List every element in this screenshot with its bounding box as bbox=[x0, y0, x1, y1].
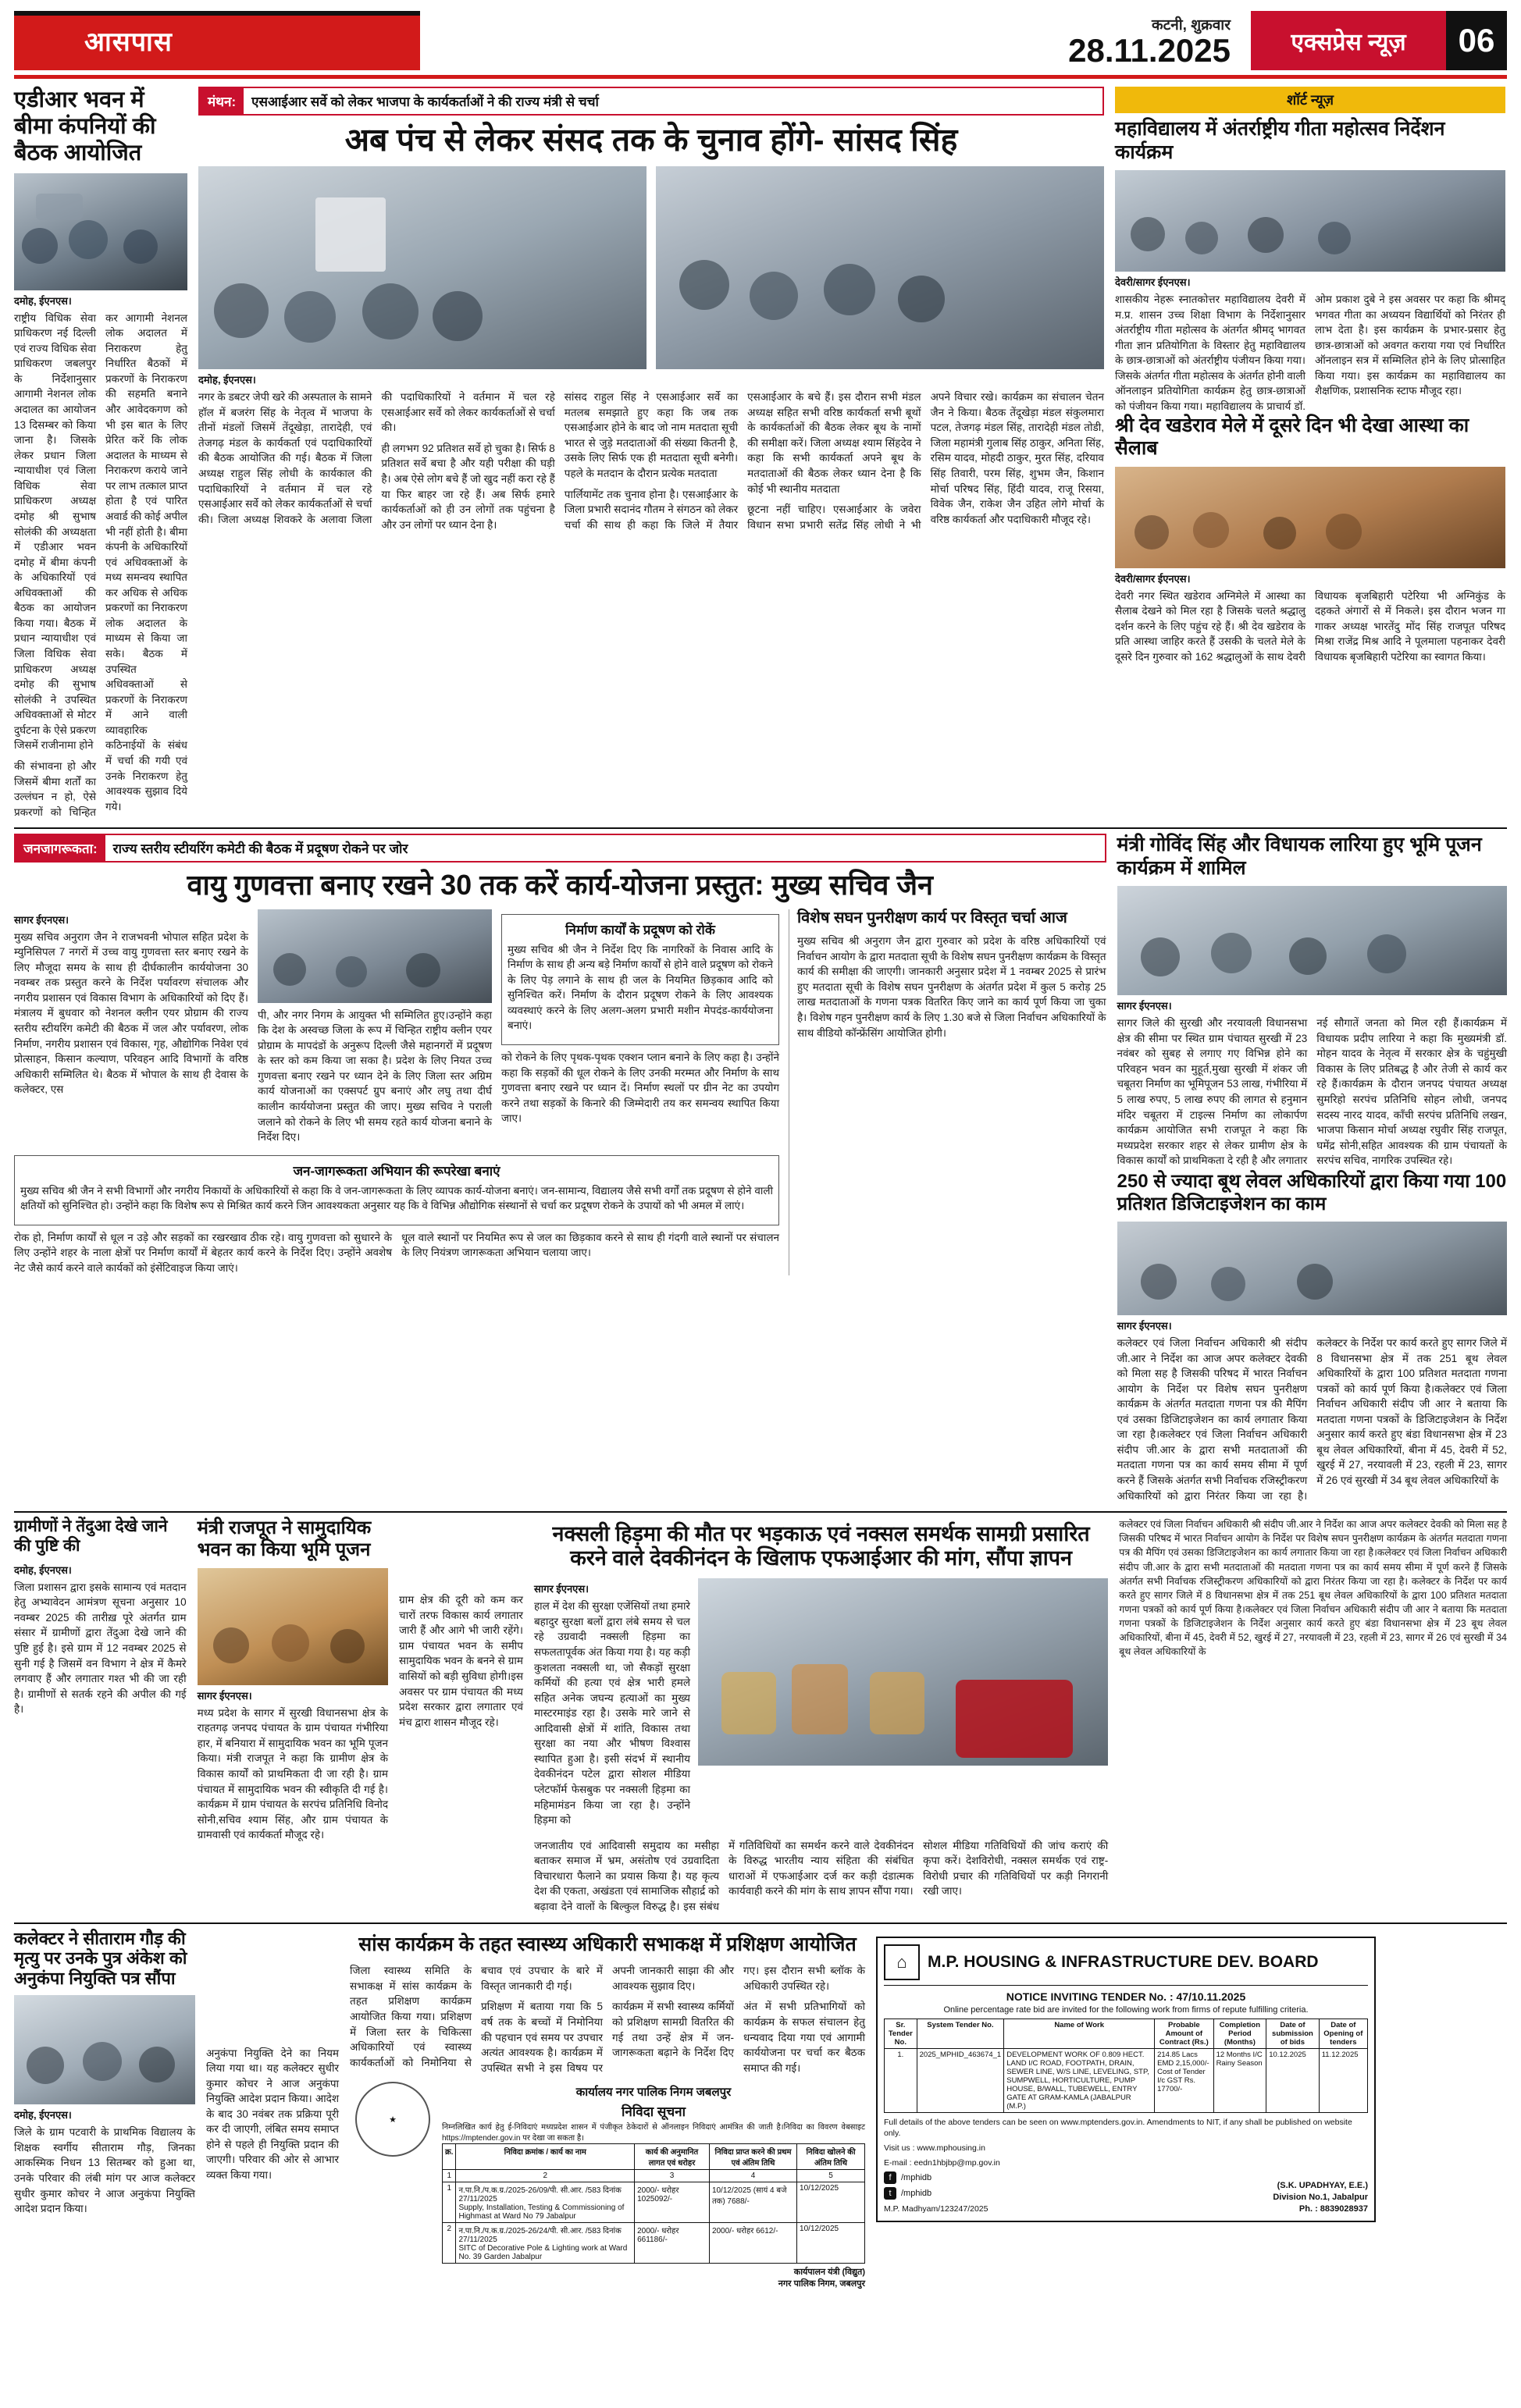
right-column-2 bbox=[1117, 834, 1507, 1503]
paragraph: पी, और नगर निगम के आयुक्त भी सम्मिलित हुए।उन्होंने कहा कि देश के अस्वच्छ जिला के रूप में चिन्हित राष्ट्रीय क्लीन एयर प्रोग्राम के मापदंडों के अनुरूप दिल्ली जैसे महानगरों में प्रदूषण के स्तर को कम किया जा सका है। प्रदेश के लिए नियत उच्च गुणवत्ता बनाए रखने पर ध्यान देने के लिए जिला स्तर अग्रिम कार्य योजनाओं का एक्सपर्ट ग्रुप बनाएं और लघु तथा दीर्घ कालीन कार्ययोजना प्रस्तुत की जाए। मुख्य सचिव ने पराली जलाने को रोकने के लिए भी समय रहते कार्य योजना बनाने के निर्देश दिए। bbox=[258, 1008, 492, 1144]
page-number: 06 bbox=[1446, 11, 1507, 70]
photo-lead-left bbox=[198, 166, 647, 369]
masthead-rule bbox=[14, 75, 1507, 79]
airquality-story bbox=[14, 834, 1106, 1503]
kicker-text: एसआईआर सर्वे को लेकर भाजपा के कार्यकर्ताओं ने की राज्य मंत्री से चर्चा bbox=[251, 94, 599, 109]
photo-college-program bbox=[1115, 170, 1505, 272]
photo-adr-meeting bbox=[14, 173, 187, 290]
paragraph: राष्ट्रीय विधिक सेवा प्राधिकरण नई दिल्ली एवं राज्य विधिक सेवा प्राधिकरण जबलपुर के निर्देशानुसार आगामी नेशनल लोक अदालत का आयोजन 13 दिसम्बर को किया जाना है। जिसके लेकर प्रधान जिला न्यायाधीश एवं जिला विधिक सेवा प्राधिकरण अध्यक्ष दमोह श्री सुभाष सोलंकी की अध्यक्षता में एडीआर भवन दमोह में बीमा कंपनी के अधिकारियों एवं अधिवक्ताओं की बैठक का आयोजन किया गया। बैठक में प्रधान न्यायाधीश एवं जिला विधिक सेवा प्राधिकरण अध्यक्ष दमोह की सुभाष सोलंकी ने उपस्थित अधिवक्ताओं से मोटर दुर्घटना के ऐसे प्रकरण जिसमें राजीनामा होने bbox=[14, 311, 96, 752]
npn-office-line1: कार्यालय नगर पालिक निगम जबलपुर bbox=[575, 2086, 732, 2100]
npn-open: 10/12/2025 bbox=[797, 2182, 865, 2223]
health-headline: सांस कार्यक्रम के तहत स्वास्थ्य अधिकारी सभाकक्ष में प्रशिक्षण आयोजित bbox=[358, 1933, 857, 1955]
body-adr bbox=[14, 311, 187, 820]
paragraph: जिला प्रशासन द्वारा इसके सामान्य एवं मतदान हेतु अभ्यावेदन आमंत्रण सूचना अनुसार 10 नवम्बर 2025 की तारीख़ पूरे अंतर्गत ग्राम संसार में ग्रामीणों द्वारा तेंदुआ देखे जाने की पुष्टि हुई है। इसे ग्राम में 12 नवम्बर 2025 से सुनी गई है जिसमें वन विभाग ने क्षेत्र में कैमरे लगवाए हैं और लगातार गश्त भी की जा रही है। ग्रामीणों से सतर्क रहने की अपील की गई है। bbox=[14, 1581, 187, 1716]
ad-th: Completion Period (Months) bbox=[1213, 2019, 1266, 2048]
third-zone bbox=[14, 1517, 1507, 1914]
aq-box-construction bbox=[501, 914, 779, 1045]
paragraph: नगर के डबटर जेपी खरे की अस्पताल के सामने हॉल में बजरंग सिंह के नेतृत्व में भाजपा के तीनों मंडलों जिसमें तेंदूखेड़ा, तारादेही, एवं तेजगढ़ मंडल के कार्यकर्ता एवं पदाधिकारियों की बैठक आयोजित की गई। बैठक में जिला अध्यक्ष राहुल सिंह लोधी के कार्यकाल की पदाधिकारियों ने वर्तमान में चल रहे एसआईआर सर्वे को लेकर कार्यकर्ताओं से चर्चा की। जिला अध्यक्ष शिवकरे के अलावा जिला की पदाधिकारियों ने वर्तमान में चल रहे एसआईआर सर्वे को लेकर कार्यकर्ताओं से चर्चा की। bbox=[198, 391, 555, 525]
zone-divider-3 bbox=[14, 1922, 1507, 1924]
table-row bbox=[443, 2182, 865, 2223]
byline-collector: दमोह, ईएनएस। bbox=[14, 2109, 72, 2122]
aq-box-awareness bbox=[14, 1155, 779, 1225]
npn-th: क्र. bbox=[443, 2144, 456, 2170]
city-day: कटनी, शुक्रवार bbox=[1152, 17, 1231, 34]
byline-lead: दमोह, ईएनएस। bbox=[198, 374, 256, 386]
ad-th: Sr. Tender No. bbox=[885, 2019, 917, 2048]
mid-zone bbox=[14, 834, 1507, 1503]
ad-work: DEVELOPMENT WORK OF 0.809 HECT. LAND I/C ROAD, FOOTPATH, DRAIN, SEWER LINE, W/S LINE, LEVELING, STP, SUMPWELL, HORTICULTURE, PUMP HOUSE, B/WALL, TUBEWELL, ENTRY GATE AT GRAM-KAMLA (JABALPUR (M.P.) bbox=[1004, 2048, 1155, 2112]
byline-mela: देवरी/सागर ईएनएस। bbox=[1115, 572, 1191, 585]
top-zone bbox=[14, 87, 1507, 820]
section-name: आसपास bbox=[84, 27, 173, 57]
npn-cost: 2000/- धरोहर 661186/- bbox=[635, 2223, 710, 2264]
story-headline-bhoomipujan: मंत्री गोविंद सिंह और विधायक लारिया हुए भूमि पूजन कार्यक्रम में शामिल bbox=[1117, 834, 1482, 879]
paragraph: ही लगभग 92 प्रतिशत सर्वे हो चुका है। सिर्फ 8 प्रतिशत सर्वे बचा है और यही परीक्षा की घड़ी है। अब ऐसे लोग बचे हैं जो खुद नहीं करा रहे हैं या फिर बाहर जा रहे हैं। अब सिर्फ हमारे कार्यकर्ताओं को ही उन लोगों तक पहुंचना है और उन लोगों पर ध्यान देना है। bbox=[381, 442, 555, 531]
paragraph: सांसद राहुल सिंह ने एसआईआर सर्वे का मतलब समझाते हुए कहा कि जब तक एसआईआर होने के बाद जो नाम मतदाता सूची भारत से जुड़े मतदाताओं की संख्या कितनी है, उसके लिए सिर्फ एक ही मतदाता सूची बनेगी। पहले के मतदान के दौरान प्रत्येक मतदाता bbox=[564, 391, 739, 479]
mphidb-tender-table bbox=[884, 2019, 1368, 2113]
ad-pr-number: M.P. Madhyam/123247/2025 bbox=[884, 2204, 988, 2214]
ad-email: E-mail : eedn1hbjbp@mp.gov.in bbox=[884, 2158, 1000, 2168]
section-banner bbox=[14, 11, 420, 70]
story-headline-gita: महाविद्यालय में अंतर्राष्ट्रीय गीता महोत्सव निर्देशन कार्यक्रम bbox=[1115, 118, 1445, 163]
paragraph: की संभावना हो और जिसमें बीमा शर्तों का उल्लंघन न हो, ऐसे प्रकरणों को चिन्हित कर आगामी नेशनल लोक अदालत में निराकरण हेतु निर्धारित बैठकों में प्रकरणों के निराकरण की सहमति बनाने और आवेदकगण को भी इस बात के लिए प्रेरित करें कि लोक अदालत के माध्यम से निराकरण कराये जाने पर लाभ तत्काल प्राप्त होता है एवं पारित अवार्ड की कोई अपील भी नहीं होती है। बीमा कंपनी के अधिकारियों एवं अधिवक्ताओं के मध्य समन्वय स्थापित कर अधिक से अधिक प्रकरणों का निराकरण लोक अदालत के माध्यम से किया जा सके। बैठक में उपस्थित अधिवक्ताओं से प्रकरणों के निराकरण में आने वाली व्यावहारिक कठिनाईयों के संबंध में चर्चा की गयी एवं उनके निराकरण हेतु आवश्यक सुझाव दिये गये। bbox=[14, 311, 187, 818]
npn-sn: 1 bbox=[443, 2182, 456, 2223]
story-headline-rajput: मंत्री राजपूत ने सामुदायिक भवन का किया भूमि पूजन bbox=[197, 1517, 372, 1561]
ad-th: System Tender No. bbox=[917, 2019, 1004, 2048]
facebook-handle[interactable]: /mphidb bbox=[901, 2173, 932, 2183]
aq-sidebar-text: मुख्य सचिव श्री अनुराग जैन द्वारा गुरुवार को प्रदेश के वरिष्ठ अधिकारियों एवं निर्वाचन आयोग के द्वारा मतदाता सूची के विशेष सघन पुनरीक्षण कार्यक्रम के विस्तृत कार्य की समीक्षा की जाएगी। जानकारी अनुसार प्रदेश में 1 नवम्बर 2025 से प्रारंभ हुए मतदाता सूची के विशेष सघन पुनरीक्षण के अंतर्गत प्रदेश में कुल 5 करोड़ 25 लाख मतदाताओं के गणना पत्रक वितरित किए जाने का कार्य पूर्ण किया जा चुका है। विशेष गहन पुनरीक्षण कार्य के लिए 1.30 बजे से जिला निर्वाचन अधिकारियों के साथ वीडियो कॉन्फ्रेंसिंग आयोजित होगी। bbox=[797, 935, 1106, 1039]
table-row bbox=[885, 2048, 1368, 2112]
story-headline-adr: एडीआर भवन में बीमा कंपनियों की बैठक आयोजित bbox=[14, 87, 156, 166]
right-column bbox=[1115, 87, 1505, 820]
byline-leopard: दमोह, ईएनएस। bbox=[14, 1563, 72, 1576]
npn-office: नगर पालिक निगम, जबलपुर bbox=[778, 2279, 865, 2289]
npn-tender-table bbox=[442, 2143, 865, 2264]
photo-booth-officers bbox=[1117, 1222, 1507, 1315]
body-lead bbox=[198, 389, 1104, 532]
lead-story bbox=[198, 87, 1104, 820]
npn-th: निविदा क्रमांक / कार्य का नाम bbox=[456, 2144, 635, 2170]
npn-dates: 10/12/2025 (सायं 4 बजे तक) 7688/- bbox=[709, 2182, 796, 2223]
minister-rajput-story bbox=[198, 1517, 388, 1914]
zone-divider-2 bbox=[14, 1511, 1507, 1513]
npn-colnum: 5 bbox=[797, 2170, 865, 2182]
kicker-tag: जनजागरूकता: bbox=[16, 835, 105, 861]
masthead bbox=[14, 11, 1507, 70]
facebook-icon[interactable]: f bbox=[884, 2171, 896, 2184]
npn-dates: 2000/- धरोहर 6612/- bbox=[709, 2223, 796, 2264]
rural-story bbox=[14, 1517, 187, 1914]
npn-cost: 2000/- धरोहर 1025092/- bbox=[635, 2182, 710, 2223]
body-gita bbox=[1115, 292, 1505, 414]
masthead-date-block bbox=[420, 11, 1251, 70]
paragraph: जनजातीय एवं आदिवासी समुदाय का मसीहा बताकर समाज में भ्रम, असंतोष एवं उग्रवादिता विचारधारा फैलाने का प्रयास किया है। यह कृत्य देश की एकता, अखंडता एवं सामाजिक सौहार्द्र को बढ़ावा देने वालों के बिल्कुल विरुद्ध है। इस संबंध में गतिविधियों का समर्थन करने वाले देवकीनंदन के विरुद्ध भारतीय न्याय संहिता की संबंधित धाराओं में एफआईआर दर्ज कर कड़ी दंडात्मक कार्यवाही करने की मांग के साथ ज्ञापन सौंपा गया। bbox=[533, 1839, 914, 1912]
paragraph: को रोकने के लिए पृथक-पृथक एक्शन प्लान बनाने के लिए कहा है। उन्होंने कहा कि सड़कों की धूल रोकने के लिए उनकी मरम्मत और निर्माण के साथ गुणवत्ता बनाए रखने पर ध्यान दें। निर्माण स्थलों पर ग्रीन नेट का उपयोग करने तथा सड़कों के किनारे की जिम्मेदारी तय कर समन्वय स्थापित किया जाए। bbox=[501, 1051, 779, 1125]
ad-th: Probable Amount of Contract (Rs.) bbox=[1155, 2019, 1213, 2048]
npn-work: Supply, Installation, Testing & Commissioning of Highmast at Ward No 79 Jabalpur bbox=[458, 2203, 625, 2221]
paragraph: जिला स्वास्थ्य समिति के सभाकक्ष में सांस कार्यक्रम के तहत प्रशिक्षण कार्यक्रम आयोजित किया गया। प्रशिक्षण में जिला स्तर के चिकित्सा अधिकारियों एवं स्वास्थ्य कार्यकर्ताओं को निमोनिया से बचाव एवं उपचार के बारे में विस्तृत जानकारी दी गई। bbox=[350, 1965, 603, 2068]
aq-headline: वायु गुणवत्ता बनाए रखने 30 तक करें कार्य-योजना प्रस्तुत: मुख्य सचिव जैन bbox=[187, 869, 934, 902]
ad-th: Date of Opening of tenders bbox=[1319, 2019, 1367, 2048]
ad-sys-no: 2025_MPHID_463674_1 bbox=[917, 2048, 1004, 2112]
collector-cont bbox=[206, 1929, 339, 2290]
body-mela bbox=[1115, 589, 1505, 667]
paragraph: कलेक्टर एवं जिला निर्वाचन अधिकारी श्री संदीप जी.आर ने निर्देश का आज अपर कलेक्टर देवकी को मिला सह है जिसकी परिषद में भारत निर्वाचन आयोग के निर्देश पर विशेष सघन पुनरीक्षण कार्यक्रम के अंतर्गत मतदाता गणना पत्र की मैपिंग एवं उसका डिजिटाइजेशन का कार्य लगातार किया जा रहा है।कलेक्टर एवं जिला निर्वाचन अधिकारी संदीप जी.आर के द्वारा सभी मतदाताओं की मतदाता गणना पत्र का कार्य समय सीमा में पूर्ण करने हैं जिसके अंतर्गत सभी निर्वाचक रजिस्ट्रीकरण अधिकारियों को द्वारा निरंतर किया जा रहा है। कलेक्टर के निर्देश पर कार्य करते हुए सागर जिले में 8 विधानसभा क्षेत्र में तक 251 बूथ लेवल अधिकारियों के द्वारा 100 प्रतिशत मतदाता गणना पत्रकों को कार्य पूर्ण किया है।कलेक्टर एवं जिला निर्वाचन अधिकारी संदीप जी आर ने बताया कि मतदाता गणना पत्रकों के डिजिटाइजेशन के निर्देश अनुसार कार्य करते हुए बंडा विधानसभा क्षेत्र में 23 बूथ लेवल अधिकारियों, बीना में 45, देवरी में 52, खुरई में 27, नरयावली में 23, रहली में 23, सागर में 26 एवं सुरखी में 34 बूथ लेवल अधिकारियों के bbox=[1117, 1336, 1507, 1502]
box-title: निर्माण कार्यों के प्रदूषण को रोकें bbox=[565, 922, 715, 937]
short-news-tab: शॉर्ट न्यूज़ bbox=[1115, 87, 1505, 113]
npn-open: 10/12/2025 bbox=[797, 2223, 865, 2264]
paragraph: मध्य प्रदेश के सागर में सुरखी विधानसभा क्षेत्र के राहतगढ़ जनपद पंचायत के ग्राम पंचायत गंभीरिया हार, में बनियारा में सामुदायिक भवन का भूमि पूजन किया। मंत्री राजपूत ने कहा कि ग्रामीण क्षेत्र के विकास कार्यों को प्राथमिकता दी जा रही है। ग्राम पंचायत में सामुदायिक भवन की स्वीकृति दी गई है। कार्यक्रम में ग्राम पंचायत के सरपंच प्रतिनिधि विनोद सोनी,सचिव श्याम सिंह, और ग्राम पंचायत के ग्रामवासी एवं कार्यकर्ता मौजूद रहे। bbox=[197, 1706, 388, 1841]
npn-office-line2: निविदा सूचना bbox=[622, 2104, 686, 2120]
story-headline-collector: कलेक्टर ने सीताराम गौड़ की मृत्यु पर उनके पुत्र अंकेश को अनुकंपा नियुक्ति पत्र सौंपा bbox=[14, 1928, 187, 1989]
npn-th: निविदा प्राप्त करने की प्रथम एवं अंतिम तिथि bbox=[709, 2144, 796, 2170]
fourth-zone bbox=[14, 1929, 1507, 2290]
photo-rajput-event bbox=[198, 1568, 388, 1685]
byline-rajput: सागर ईएनएस। bbox=[197, 1689, 252, 1702]
npn-colnum: 4 bbox=[709, 2170, 796, 2182]
minister-rajput-cont bbox=[399, 1517, 523, 1914]
npn-work: SITC of Decorative Pole & Lighting work at Ward No. 39 Garden Jabalpur bbox=[458, 2244, 628, 2262]
story-headline-mela: श्री देव खडेराव मेले में दूसरे दिन भी देखा आस्था का सैलाब bbox=[1115, 414, 1469, 459]
story-headline-leopard: ग्रामीणों ने तेंदुआ देखे जाने की पुष्टि की bbox=[14, 1517, 168, 1555]
masthead-top-rule bbox=[14, 11, 420, 16]
ad-sn: 1. bbox=[885, 2048, 917, 2112]
npn-tender-no: न.पा.नि./प.क.ग्र./2025-26/24/पी. सी.आर. /583 दिनांक 27/11/2025 bbox=[458, 2227, 622, 2245]
issue-date: 28.11.2025 bbox=[1068, 32, 1231, 69]
right-column-3 bbox=[1119, 1517, 1507, 1914]
photo-collector-handover bbox=[14, 1995, 195, 2104]
ad-notice-sub: Online percentage rate bid are invited for the following work from firms of repute fulfilling criteria. bbox=[943, 2004, 1309, 2015]
ad-amount: 214.85 Lacs EMD 2,15,000/- Cost of Tender I/c GST Rs. 17700/- bbox=[1155, 2048, 1213, 2112]
naxal-story bbox=[534, 1517, 1108, 1914]
zone-divider-1 bbox=[14, 827, 1507, 829]
ad-footnote: Full details of the above tenders can be seen on www.mptenders.gov.in. Amendments to NIT, if any shall be published on website only. bbox=[884, 2117, 1352, 2138]
health-training-story bbox=[350, 1929, 865, 2290]
social-links[interactable] bbox=[884, 2171, 988, 2184]
ad-th: Date of submission of bids bbox=[1266, 2019, 1319, 2048]
municipal-emblem-icon: ★ bbox=[355, 2082, 430, 2157]
aq-sidebar-headline: विशेष सघन पुनरीक्षण कार्य पर विस्तृत चर्चा आज bbox=[797, 909, 1067, 927]
byline-booth: सागर ईएनएस। bbox=[1117, 1319, 1172, 1332]
paragraph: कार्यक्रम में सभी स्वास्थ्य कर्मियों को प्रशिक्षण सामग्री वितरित की गई तथा उन्हें क्षेत्र में जन-जागरूकता बढ़ाने के निर्देश दिए गए। इस दौरान सभी ब्लॉक के अधिकारी उपस्थित रहे। bbox=[612, 1965, 865, 2059]
ad-notice-title: NOTICE INVITING TENDER No. : 47/10.11.2025 bbox=[1006, 1990, 1246, 2003]
npn-name bbox=[456, 2223, 635, 2264]
paragraph: सोशल मीडिया गतिविधियों की जांच कराएं की कृपा करें। देशविरोधी, नक्सल समर्थक एवं राष्ट्र-विरोधी प्रचार की गतिविधियों पर कड़ी निगरानी रखी जाए। bbox=[923, 1839, 1109, 1898]
npn-tender-no: न.पा.नि./प.क.ग्र./2025-26/09/पी. सी.आर. /583 दिनांक 27/11/2025 bbox=[458, 2186, 622, 2204]
byline-gita: देवरी/सागर ईएनएस। bbox=[1115, 276, 1191, 288]
ad-visit: Visit us : www.mphousing.in bbox=[884, 2143, 985, 2153]
brand-logo: एक्सप्रेस न्यूज़ bbox=[1251, 11, 1446, 70]
ad-title: M.P. HOUSING & INFRASTRUCTURE DEV. BOARD bbox=[928, 1952, 1319, 1971]
npn-signatory: कार्यपालन यंत्री (विद्युत) bbox=[793, 2268, 865, 2278]
lead-headline: अब पंच से लेकर संसद तक के चुनाव होंगे- सांसद सिंह bbox=[344, 122, 958, 158]
ad-signatory: (S.K. UPADHYAY, E.E.) bbox=[1277, 2180, 1368, 2190]
box-text: मुख्य सचिव श्री जैन ने सभी विभागों और नगरीय निकायों के अधिकारियों से कहा कि वे जन-जागरूकता के लिए व्यापक कार्य-योजना बनाएं। जन-सामान्य, विद्यालय जैसे सभी वर्गों तक प्रदूषण से होने वाली क्षतियों को सुनिश्चित हो। उन्होंने कहा कि विशेष रूप से मिश्रित कार्य करने जिन आवश्यकता अनुसार यह कि वे विभिन्न औद्योगिक संस्थानों से चर्चा कर प्रदूषण रोकने के उपायों को भी अमल में लाएं। bbox=[20, 1184, 773, 1212]
paragraph: अंत में सभी प्रतिभागियों को कार्यक्रम के सफल संचालन हेतु धन्यवाद दिया गया एवं आगामी कार्ययोजना पर चर्चा कर बैठक समाप्त की गई। bbox=[743, 2001, 865, 2074]
paragraph: हाल में देश की सुरक्षा एजेंसियों तथा हमारे बहादुर सुरक्षा बलों द्वारा लंबे समय से चल रहे उग्रवादी नक्सली हिड़मा का सफलतापूर्वक अंत किया गया है। यह कड़ी कुशलता नक्सली था, जो सैकड़ों सुरक्षा कर्मियों की हत्या एवं क्षेत्र भारी हमले सहित अनेक जघन्य हत्याओं का मुख्य मास्टरमाइंड रहा है। उसके मारे जाने से आदिवासी क्षेत्रों में शांति, विकास तथा सुरक्षा का नया और भीषण विश्वास स्थापित हुआ है। इसी संदर्भ में स्थानीय देवकीनंदन पटेल द्वारा सोशल मीडिया प्लेटफॉर्म फेसबुक पर नक्सली हिड़मा का महिमामंडन किया जा रहा है। उन्होंने हिड़मा को bbox=[533, 1600, 690, 1826]
paragraph: छूटना नहीं चाहिए। एसआईआर के जवेरा विधान सभा प्रभारी सतेंद्र सिंह लोधी ने भी अपने विचार रखे। कार्यक्रम का संचालन चेतन जैन ने किया। बैठक तेंदूखेड़ा मंडल संकुलमारा पटल, तेजगढ़ मंडल सिंह, तारादेही मंडल तोडी, जिला महामंत्री गुलाब सिंह ठाकुर, अनिता सिंह, रसिम यादव, मोहदी ठाकुर, मुरत सिंह, दरियाव सिंह तिवारी, परम सिंह, शुभम जैन, किशान मोर्चा परिषद सिंह, हिंदी यादव, राजू रिसया, विवेक जैन, राकेश जैन उहित लोगे मोर्चा के वरिष्ठ कार्यकर्ता और पदाधिकारी मौजूद रहे। bbox=[747, 391, 1104, 531]
paragraph-booth-cont: कलेक्टर एवं जिला निर्वाचन अधिकारी श्री संदीप जी.आर ने निर्देश का आज अपर कलेक्टर देवकी को मिला सह है जिसकी परिषद में भारत निर्वाचन आयोग के निर्देश पर विशेष सघन पुनरीक्षण कार्यक्रम के अंतर्गत मतदाता गणना पत्र की मैपिंग एवं उसका डिजिटाइजेशन का कार्य लगातार किया जा रहा है।कलेक्टर एवं जिला निर्वाचन अधिकारी संदीप जी.आर के द्वारा सभी मतदाताओं की मतदाता गणना पत्र का कार्य समय सीमा में पूर्ण करने हैं जिसके अंतर्गत सभी निर्वाचक रजिस्ट्रीकरण अधिकारियों को द्वारा निरंतर किया जा रहा है। कलेक्टर के निर्देश पर कार्य करते हुए सागर जिले में 8 विधानसभा क्षेत्र में तक 251 बूथ लेवल अधिकारियों के द्वारा 100 प्रतिशत मतदाता गणना पत्रकों को कार्य पूर्ण किया है।कलेक्टर एवं जिला निर्वाचन अधिकारी संदीप जी आर ने बताया कि मतदाता गणना पत्रकों के डिजिटाइजेशन के निर्देश अनुसार कार्य करते हुए बंडा विधानसभा क्षेत्र में 23 बूथ लेवल अधिकारियों, बीना में 45, देवरी में 52, खुरई में 27, नरयावली में 23, रहली में 23, सागर में 26 एवं सुरखी में 34 बूथ लेवल अधिकारियों के bbox=[1119, 1519, 1507, 1658]
ad-opening: 11.12.2025 bbox=[1319, 2048, 1367, 2112]
box-text: मुख्य सचिव श्री जैन ने निर्देश दिए कि नागरिकों के निवास आदि के निर्माण के साथ ही अन्य बड़े निर्माण कार्यों से होने वाले प्रदूषण को रोकने के लिए पेड़ लगाने के साथ ही जल के नियमित छिड़काव आदि को सुनिश्चित करें। निर्माण के दौरान प्रदूषण रोकने के लिए आवश्यक व्यवस्थाएं करने के लिए अलग-अलग प्रभारी मशीन मेपदंड-कार्ययोजना बनाएं। bbox=[508, 943, 773, 1032]
aq-kicker bbox=[14, 834, 1106, 863]
paragraph: प्रशिक्षण में बताया गया कि 5 वर्ष तक के बच्चों में निमोनिया की पहचान एवं समय पर उपचार अत्यंत आवश्यक है। कार्यक्रम में उपस्थित सभी ने इस विषय पर अपनी जानकारी साझा की और आवश्यक सुझाव दिए। bbox=[481, 1965, 734, 2074]
byline-naxal: सागर ईएनएस। bbox=[533, 1583, 590, 1595]
ad-th: Name of Work bbox=[1004, 2019, 1155, 2048]
ad-phone: Ph. : 8839028937 bbox=[1298, 2203, 1368, 2214]
paragraph: देवरी नगर स्थित खडेराव अग्निमेले में आस्था का सैलाब देखने को मिल रहा है जिसके चलते श्रद्धालु दर्शन करने के लिए पहुंच रहे हैं। श्री देव खडेराव के प्रति आस्था जाहिर करते हैं उसकी के चलते मेले के दूसरे दिन गुरुवार को 162 श्रद्धालुओं के साथ देवरी विधायक बृजबिहारी पटेरिया भी अग्निकुंड के दहकते अंगारों से में निकले। इस दौरान भजन गा गाकर अध्यक्ष भारतेंदु मोंद सिंह राजपूत परिषद मिश्रा राजेंद्र मिश्र आदि ने पूलमाला पहनाकर देवरी विधायक बृजबिहारी पटेरिया का स्वागत किया। bbox=[1115, 589, 1505, 663]
ad-period: 12 Months I/C Rainy Season bbox=[1213, 2048, 1266, 2112]
collector-story bbox=[14, 1929, 195, 2290]
npn-colnum: 3 bbox=[635, 2170, 710, 2182]
ad-header bbox=[884, 1944, 1368, 1986]
npn-colnum: 2 bbox=[456, 2170, 635, 2182]
paragraph: अनुकंपा नियुक्ति देने का नियम लिया गया था। यह कलेक्टर सुधीर कुमार कोचर ने आज अनुकंपा नियुक्ति आदेश प्रदान किया। आदेश के बाद 30 नवंबर तक प्रक्रिया पूरी कर दी जाएगी, लंबित समय समाप्त होने से पहले ही नियुक्ति प्रदान की जाएगी। परिवार की ओर से आभार व्यक्त किया गया। bbox=[206, 2047, 339, 2181]
npn-intro: निम्नलिखित कार्य हेतु ई-निविदाएं मध्यप्रदेश शासन में पंजीकृत ठेकेदारों से ऑनलाइन निविदाएं आमंत्रित की जाती है।निविदा का विवरण वेबसाइट https://mptender.gov.in पर देखा जा सकता है। bbox=[442, 2123, 865, 2143]
photo-mela bbox=[1115, 467, 1505, 568]
table-row bbox=[443, 2223, 865, 2264]
byline-aq: सागर ईएनएस। bbox=[14, 913, 69, 926]
twitter-handle[interactable]: /mphidb bbox=[901, 2189, 932, 2199]
twitter-icon[interactable]: t bbox=[884, 2187, 896, 2200]
kicker-text: राज्य स्तरीय स्टीयरिंग कमेटी की बैठक में प्रदूषण रोकने पर जोर bbox=[112, 841, 408, 857]
naxal-headline: नक्सली हिड़मा की मौत पर भड़काऊ एवं नक्सल समर्थक सामग्री प्रसारित करने वाले देवकीनंदन के खिलाफ एफआईआर की मांग, सौंपा ज्ञापन bbox=[552, 1522, 1090, 1570]
paragraph: रोक हो, निर्माण कार्यों से धूल न उड़े और सड़कों का रखरखाव ठीक रहे। वायु गुणवत्ता को सुधारने के लिए उन्होंने शहर के नाला क्षेत्रों पर निर्माण कार्यों में बेहतर कार्य करने के निर्देश दिए। उन्होंने अवशेष नेट जैसे कार्य करने वाले कार्यकों को इंसेंटिवाइज किया जाएं। bbox=[14, 1231, 392, 1274]
left-column bbox=[14, 87, 187, 820]
npn-sn: 2 bbox=[443, 2223, 456, 2264]
paragraph: सागर जिले की सुरखी और नरयावली विधानसभा क्षेत्र की सीमा पर स्थित ग्राम पंचायत सुरखी में 23 नवंबर को सुबह से लगाए गए विभिन्न होने का परिवहन भवन का मुहूर्त,मुखा सुरखी में शंकर जी चबूतरा निर्माण का भूमिपूजन 53 लाख, गंभीरिया में 5 लाख रुपए, 5 लाख रुपए की लागत से हनुमान मंदिर चबूतरा में टाइल्स निर्माण का लोकार्पण कार्यक्रम आयोजित सभी राजपूत ने कहा कि मध्यप्रदेश सरकार शहर से लेकर ग्रामीण क्षेत्र के विकास कार्यों को प्राथमिकता दे रही है और लगातार नई सौगातें जनता को मिल रही हैं।कार्यक्रम में विधायक प्रदीप लारिया ने कहा कि मुख्यमंत्री डॉ. मोहन यादव के नेतृत्व में सरकार क्षेत्र के चहुंमुखी विकास के लिए प्रतिबद्ध है और तेजी से कार्य कर रहे हैं।कार्यक्रम के दौरान जनपद पंचायत अध्यक्ष सुमरिहो सरपंच प्रतिनिधि सोहन लोधी, जनपद सदस्य नारद यादव, काँची सरपंच प्रतिनिधि लखन, भाजपा किसान मोर्चा अध्यक्ष रघुवीर सिंह राजपूत, घमेंद्र सोनी,सहित आवश्यक की ग्राम पंचायतों के सरपंच सचिव, नागरिक उपस्थित रहे। bbox=[1117, 1017, 1507, 1167]
byline-bhoomipujan: सागर ईएनएस। bbox=[1117, 1000, 1172, 1012]
body-booth bbox=[1117, 1336, 1507, 1503]
npn-th: कार्य की अनुमानित लागत एवं धरोहर bbox=[635, 2144, 710, 2170]
lead-kicker bbox=[198, 87, 1104, 116]
housing-board-logo-icon: ⌂ bbox=[884, 1944, 920, 1980]
byline-adr: दमोह, ईएनएस। bbox=[14, 294, 72, 307]
story-headline-booth: 250 से ज्यादा बूथ लेवल अधिकारियों द्वारा किया गया 100 प्रतिशत डिजिटाइजेशन का काम bbox=[1117, 1171, 1507, 1215]
newspaper-page bbox=[0, 11, 1521, 2408]
paragraph: पार्लियामेंट तक चुनाव होना है। एसआईआर के जिला प्रभारी सदानंद गौतम ने संगठन को लेकर चर्चा की साथ ही कहा कि जिले में तैयार एसआईआर के बचे हैं। इस दौरान सभी मंडल अध्यक्ष सहित सभी वरिष्ठ कार्यकर्ता सभी बूथों के कार्यकर्ताओं की बैठक लेकर बूथ के नामों की समीक्षा करें। जिला अध्यक्ष श्याम सिंहदेव ने कहा कि सभी कार्यकर्ता अपने बूथ के मतदाताओं की बैठक लेकर ध्यान देना है कि कोई भी स्थानीय मतदाता bbox=[564, 391, 921, 531]
paragraph: मुख्य सचिव अनुराग जैन ने राजभवनी भोपाल सहित प्रदेश के म्युनिसिपल 7 नगरों में उच्च वायु गुणवत्ता स्तर बनाए रखने के लिए मौजूदा समय के साथ ही दीर्घकालीन कार्ययोजना 30 नवम्बर तक प्रस्तुत करने के निर्देश पर्यावरण संचालक और नगरीय प्रशासन एवं विकास विभाग के अधिकारियों को दिए हैं। मंत्रालय में बुधवार को नेशनल क्लीन एयर प्रोग्राम की राज्य स्तरीय स्टीयरिंग कमेटी की बैठक में जल और पर्यावरण, लोक निर्माण, नगरीय प्रशासन एवं विकास, गृह, औद्योगिक निवेश एवं प्रोत्साहन, किसान कल्याण, परिवहन आदि विभागों के वरिष्ठ अधिकारी सम्मिलित थे। बैठक में भोपाल के साथ ही देवास के कलेक्टर, एस bbox=[14, 930, 248, 1096]
photo-steering-meeting bbox=[258, 909, 492, 1003]
photo-bhoomipujan bbox=[1117, 886, 1507, 995]
photo-tractor-rally bbox=[698, 1578, 1108, 1766]
paragraph: धूल वाले स्थानों पर नियमित रूप से जल का छिड़काव करने से साथ ही गंदगी वाले स्थानों पर संचालन के लिए नियंत्रण जागरूकता अभियान चलाया जाए। bbox=[401, 1231, 779, 1259]
box-title: जन-जागरूकता अभियान की रूपरेखा बनाएं bbox=[293, 1163, 500, 1179]
kicker-tag: मंथन: bbox=[200, 88, 244, 114]
paragraph: शासकीय नेहरू स्नातकोत्तर महाविद्यालय देवरी में म.प्र. शासन उच्च शिक्षा विभाग के निर्देशानुसार अंतर्राष्ट्रीय गीता महोत्सव के अंतर्गत श्रीमद् भागवत गीता ज्ञान प्रतियोगिता के विस्तार हेतु महाविद्यालय के छात्र-छात्राओं को अंतर्राष्ट्रीय पंजीयन किया गया। जिसके अंतर्गत गीता महोत्सव के अंतर्गत होनी वाली ऑनलाइन प्रतियोगिता कार्यक्रम हेतु छात्र-छात्राओं को पंजीयन किया गया। महाविद्यालय के प्राचार्य डॉ. ओम प्रकाश दुबे ने इस अवसर पर कहा कि श्रीमद् भगवत गीता का अध्ययन विद्यार्थियों को निरंतर ही लाभ देता है। इस कार्यक्रम के प्रभार-प्रसार हेतु छात्र-छात्राओं को अवगत कराया गया एवं निर्धारित ऑनलाइन सत्र में सम्मिलित होने के लिए प्रोत्साहित किया गया। इस कार्यक्रम का महाविद्यालय का शैक्षणिक, प्रशासनिक स्टाफ मौजूद रहा। bbox=[1115, 293, 1505, 412]
npn-colnum: 1 bbox=[443, 2170, 456, 2182]
npn-name bbox=[456, 2182, 635, 2223]
body-bhoomipujan bbox=[1117, 1015, 1507, 1171]
paragraph: जिले के ग्राम पटवारी के प्राथमिक विद्यालय के शिक्षक स्वर्गीय सीताराम गौड़, जिनका आकस्मिक निधन 13 सितम्बर को हुआ था, उनके परिवार की लंबी मांग पर आज कलेक्टर सुधीर कुमार कोचर ने आज अनुकंपा नियुक्ति आदेश प्रदान किया। bbox=[14, 2126, 195, 2215]
photo-lead-right bbox=[656, 166, 1104, 369]
ad-submission: 10.12.2025 bbox=[1266, 2048, 1319, 2112]
npn-th: निविदा खोलने की अंतिम तिथि bbox=[797, 2144, 865, 2170]
paragraph: ग्राम क्षेत्र की दूरी को कम कर चारों तरफ विकास कार्य लगातार जारी हैं और आगे भी जारी रहेंगे।ग्राम पंचायत भवन के समीप सामुदायिक भवन के बनने से ग्राम वासियों को बड़ी सुविधा होगी।इस अवसर पर ग्राम पंचायत की मध्य प्रदेश सरकार द्वारा लगातार एवं मंच द्वारा शासन मौजूद रहे। bbox=[399, 1594, 523, 1728]
mphidb-ad bbox=[876, 1929, 1376, 2290]
ad-division: Division No.1, Jabalpur bbox=[1273, 2192, 1368, 2202]
